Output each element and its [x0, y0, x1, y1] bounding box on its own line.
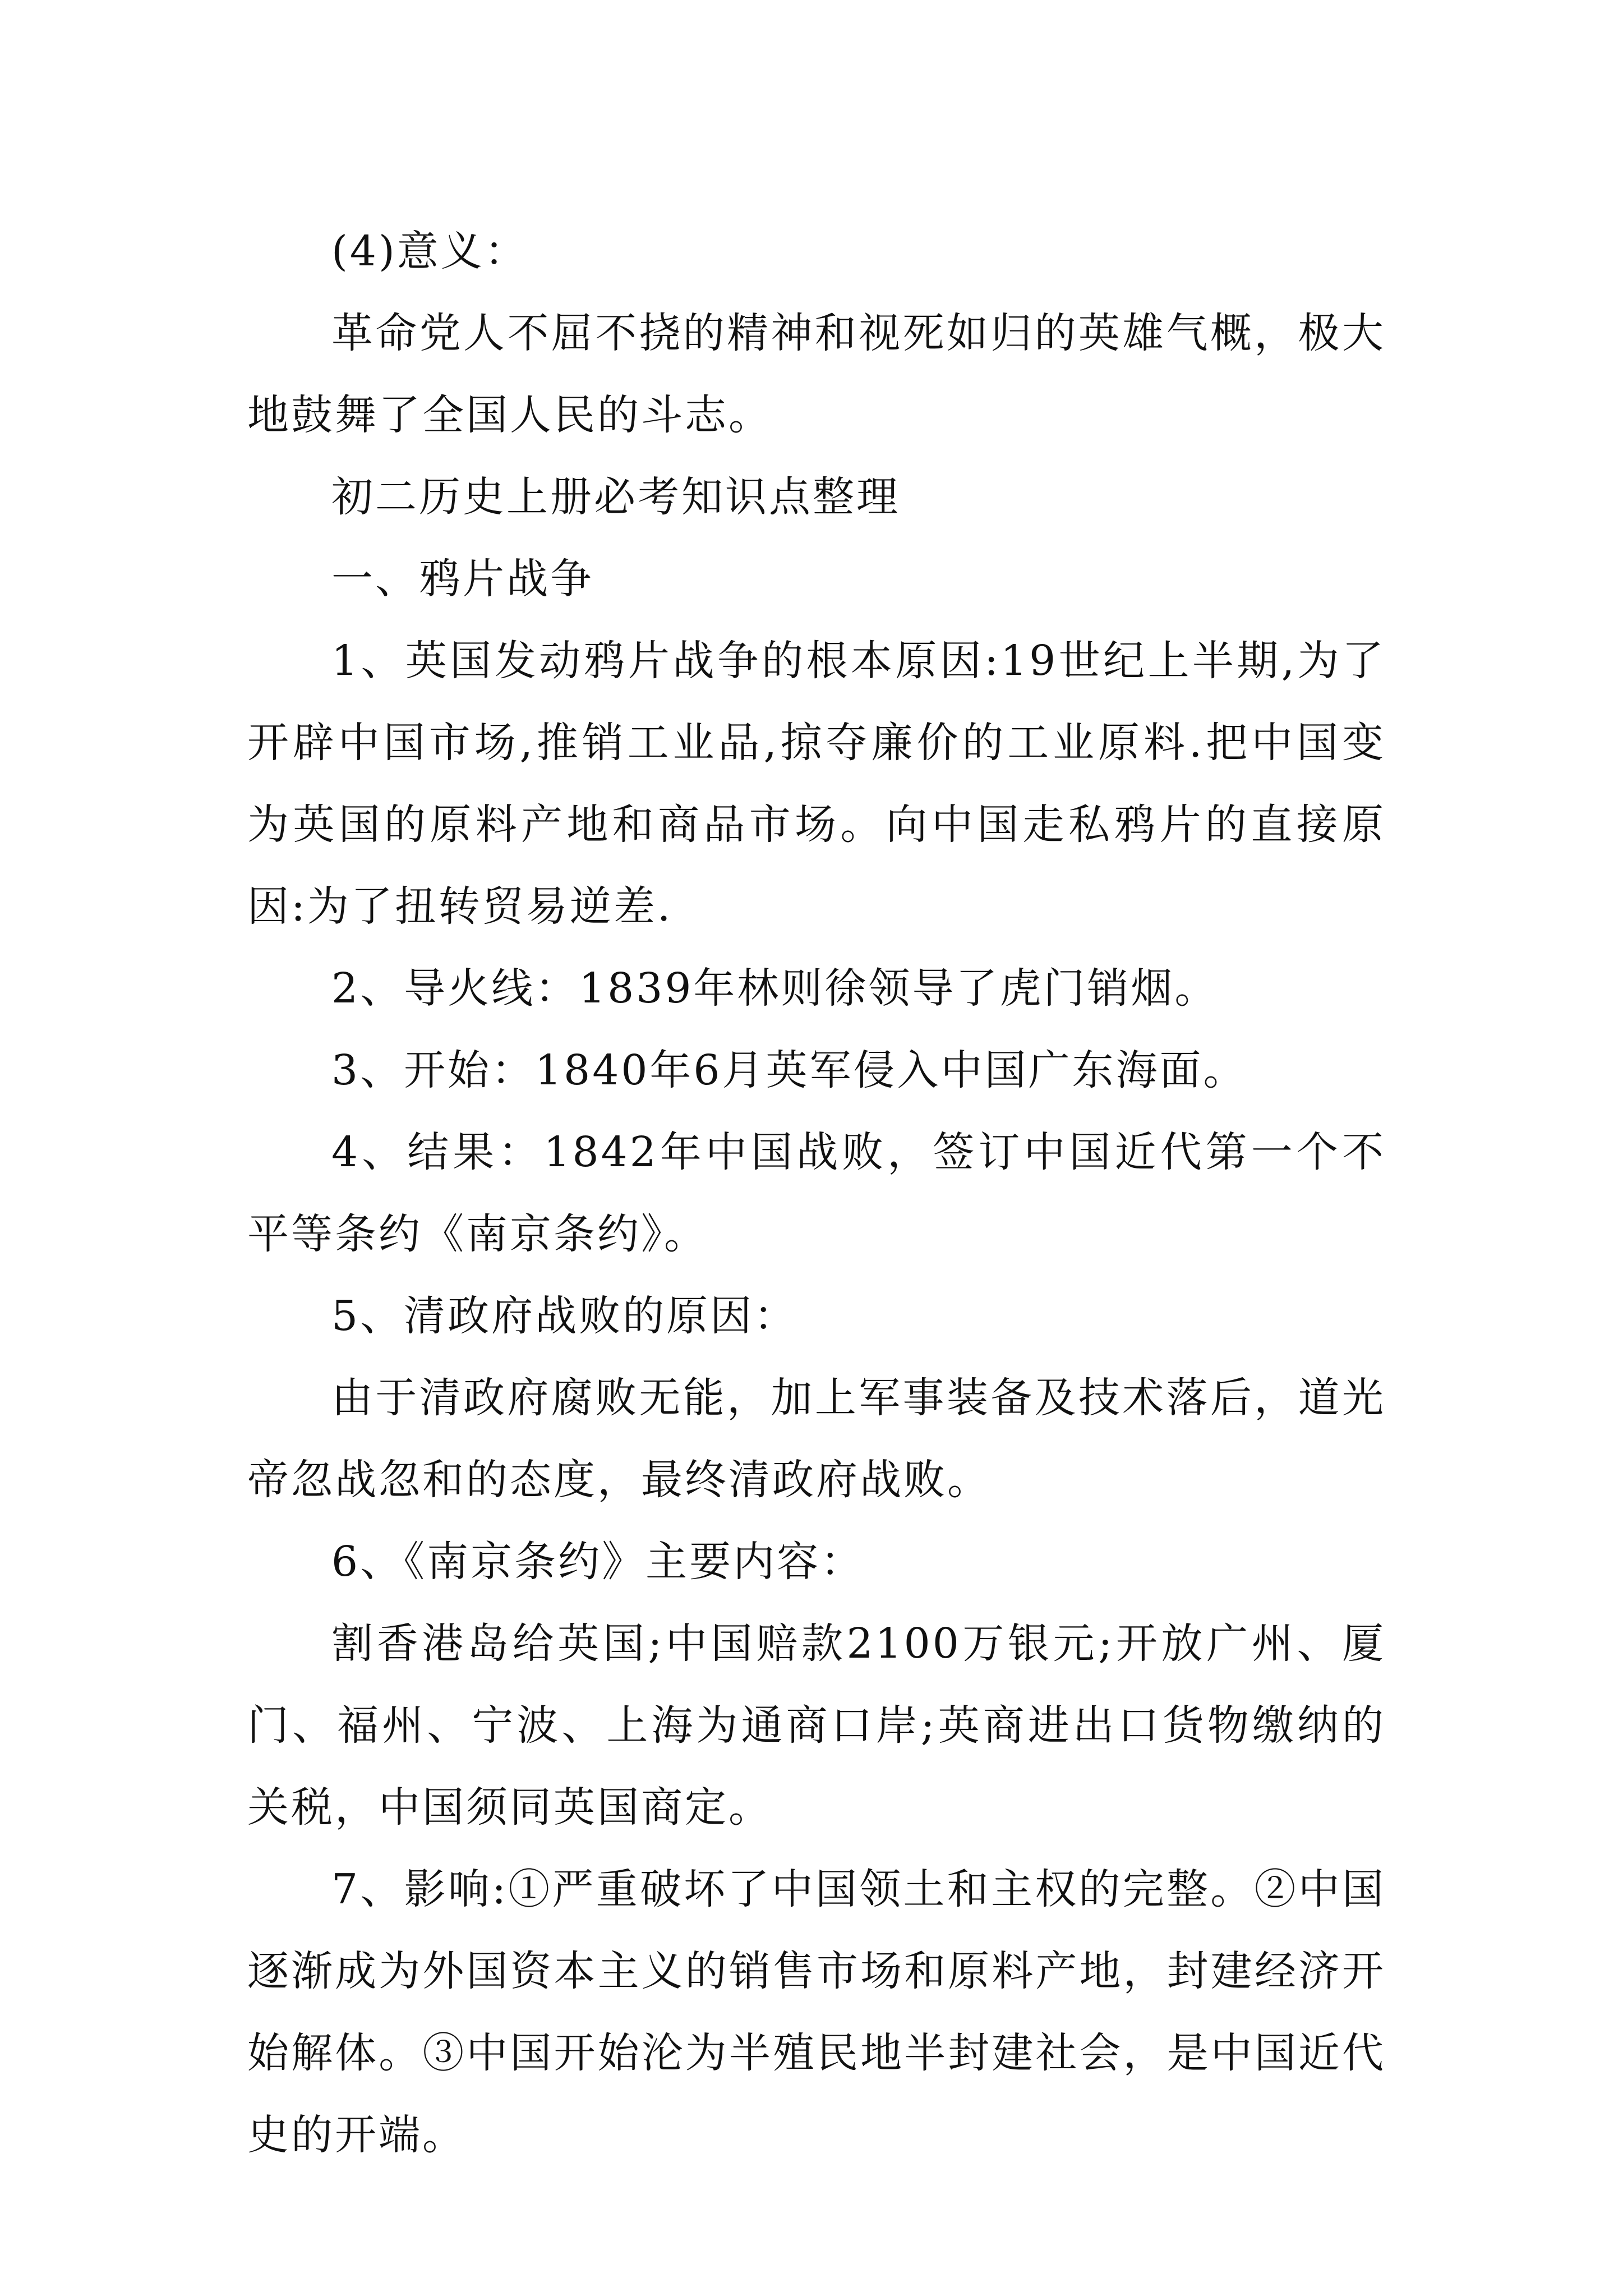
point-5-heading: 5、清政府战败的原因：	[331, 1292, 798, 1340]
point-5-text: 由于清政府腐败无能，加上军事装备及技术落后，道光帝忽战忽和的态度，最终清政府战败。	[247, 1374, 1386, 1504]
point-6-text: 割香港岛给英国;中国赔款2100万银元;开放广州、厦门、福州、宁波、上海为通商口岸;英商进出口货物缴纳的关税，中国须同英国商定。	[247, 1619, 1386, 1832]
document-body	[247, 210, 1386, 2176]
heading-significance: (4)意义：	[331, 227, 528, 275]
point-6-heading: 6、《南京条约》主要内容：	[331, 1538, 865, 1586]
chapter-heading-opium-war: 一、鸦片战争	[331, 555, 594, 603]
point-7-impact: 7、影响:①严重破坏了中国领土和主权的完整。②中国逐渐成为外国资本主义的销售市场和原料产地，封建经济开始解体。③中国开始沦为半殖民地半封建社会，是中国近代史的开端。	[247, 1865, 1386, 2159]
section-title: 初二历史上册必考知识点整理	[331, 473, 900, 521]
point-4-result: 4、结果：1842年中国战败，签订中国近代第一个不平等条约《南京条约》。	[247, 1128, 1386, 1258]
point-1-root-cause: 1、英国发动鸦片战争的根本原因:19世纪上半期,为了开辟中国市场,推销工业品,掠夺廉价的工业原料.把中国变为英国的原料产地和商品市场。向中国走私鸦片的直接原因:为了扭转贸易逆差.	[247, 637, 1386, 931]
point-3-start: 3、开始：1840年6月英军侵入中国广东海面。	[331, 1046, 1247, 1094]
point-2-trigger: 2、导火线：1839年林则徐领导了虎门销烟。	[331, 964, 1219, 1013]
paragraph-significance-text: 革命党人不屈不挠的精神和视死如归的英雄气概，极大地鼓舞了全国人民的斗志。	[247, 309, 1386, 439]
